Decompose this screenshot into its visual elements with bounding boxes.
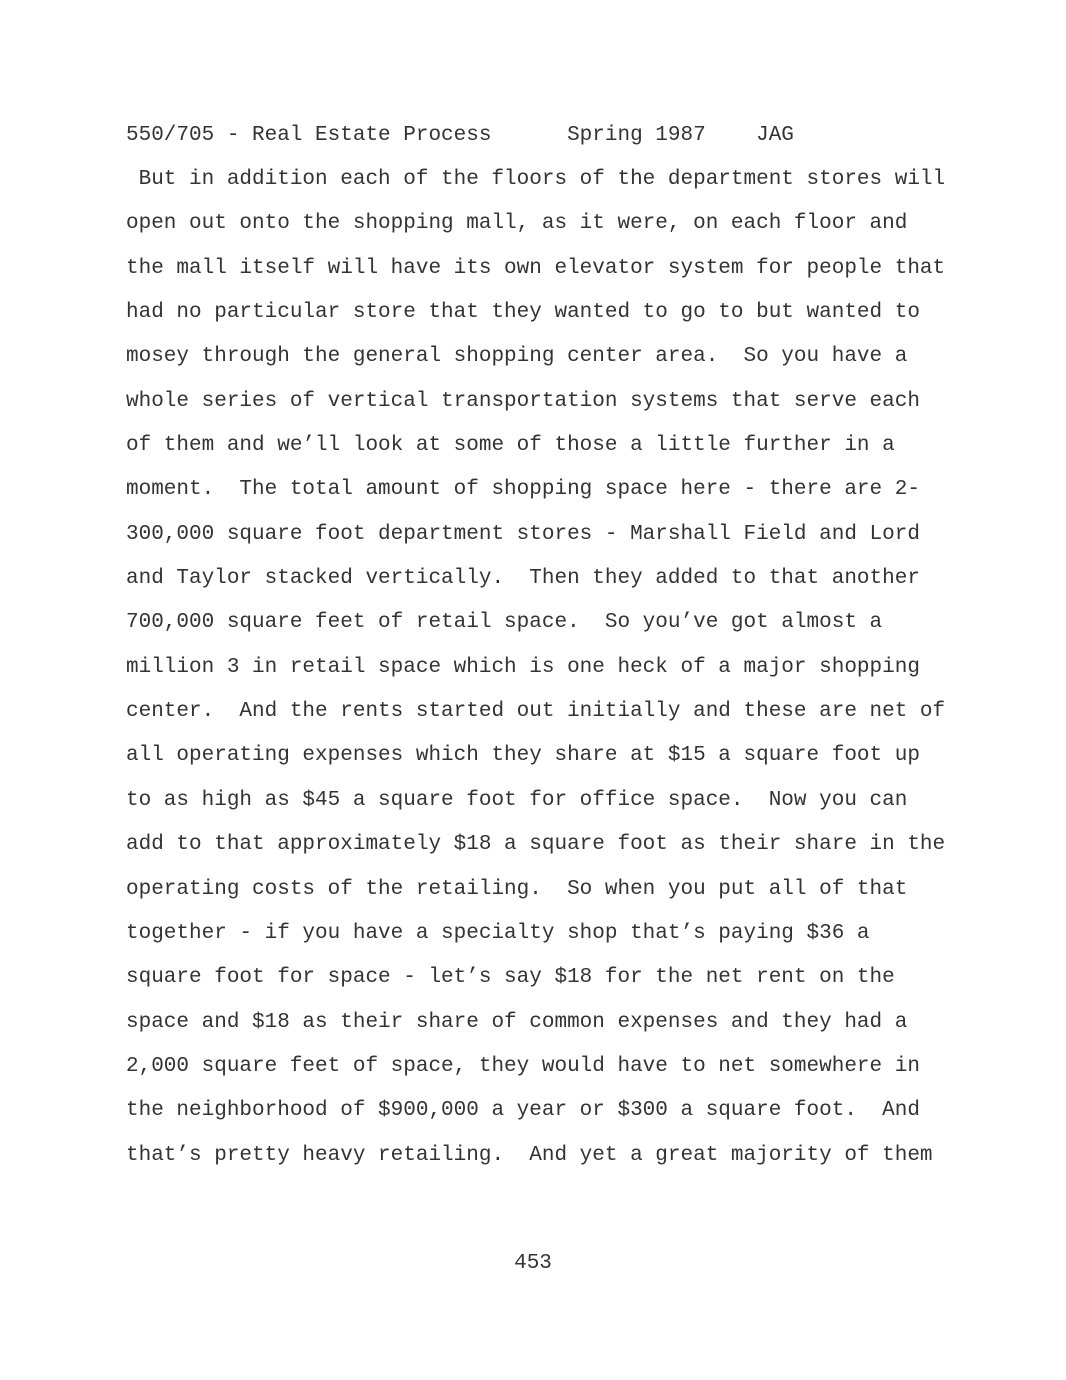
body-line: mosey through the general shopping center area. So you have a [126, 345, 908, 369]
body-line: But in addition each of the floors of the department stores will [126, 168, 946, 191]
body-line: to as high as $45 a square foot for office space. Now you can [126, 788, 908, 812]
body-line: of them and we’ll look at some of those a little further in a [126, 434, 895, 458]
body-line: add to that approximately $18 a square foot as their share in the [126, 833, 946, 857]
page-header: 550/705 - Real Estate Process Spring 1987 JAG [126, 124, 794, 147]
body-line: moment. The total amount of shopping space here - there are 2- [126, 478, 920, 502]
body-line: square foot for space - let’s say $18 for the net rent on the [126, 966, 895, 990]
body-line: operating costs of the retailing. So when you put all of that [126, 877, 908, 901]
body-line: that’s pretty heavy retailing. And yet a great majority of them [126, 1143, 933, 1167]
body-line: center. And the rents started out initially and these are net of [126, 700, 946, 724]
body-line: had no particular store that they wanted to go to but wanted to [126, 301, 920, 325]
body-line: open out onto the shopping mall, as it were, on each floor and [126, 212, 908, 236]
body-line: and Taylor stacked vertically. Then they added to that another [126, 567, 920, 591]
body-line: all operating expenses which they share at $15 a square foot up [126, 744, 920, 768]
body-line: 700,000 square feet of retail space. So you’ve got almost a [126, 611, 883, 635]
body-line: whole series of vertical transportation systems that serve each [126, 389, 920, 413]
body-line: million 3 in retail space which is one heck of a major shopping [126, 655, 920, 679]
body-line: 300,000 square foot department stores - Marshall Field and Lord [126, 522, 920, 546]
body-line: 2,000 square feet of space, they would have to net somewhere in [126, 1054, 920, 1078]
page-number: 453 [514, 1252, 552, 1275]
body-line: space and $18 as their share of common expenses and they had a [126, 1010, 908, 1034]
body-line: the mall itself will have its own elevator system for people that [126, 256, 946, 280]
body-line: the neighborhood of $900,000 a year or $300 a square foot. And [126, 1099, 920, 1123]
transcript-body [126, 168, 956, 1188]
body-line: together - if you have a specialty shop that’s paying $36 a [126, 921, 870, 945]
